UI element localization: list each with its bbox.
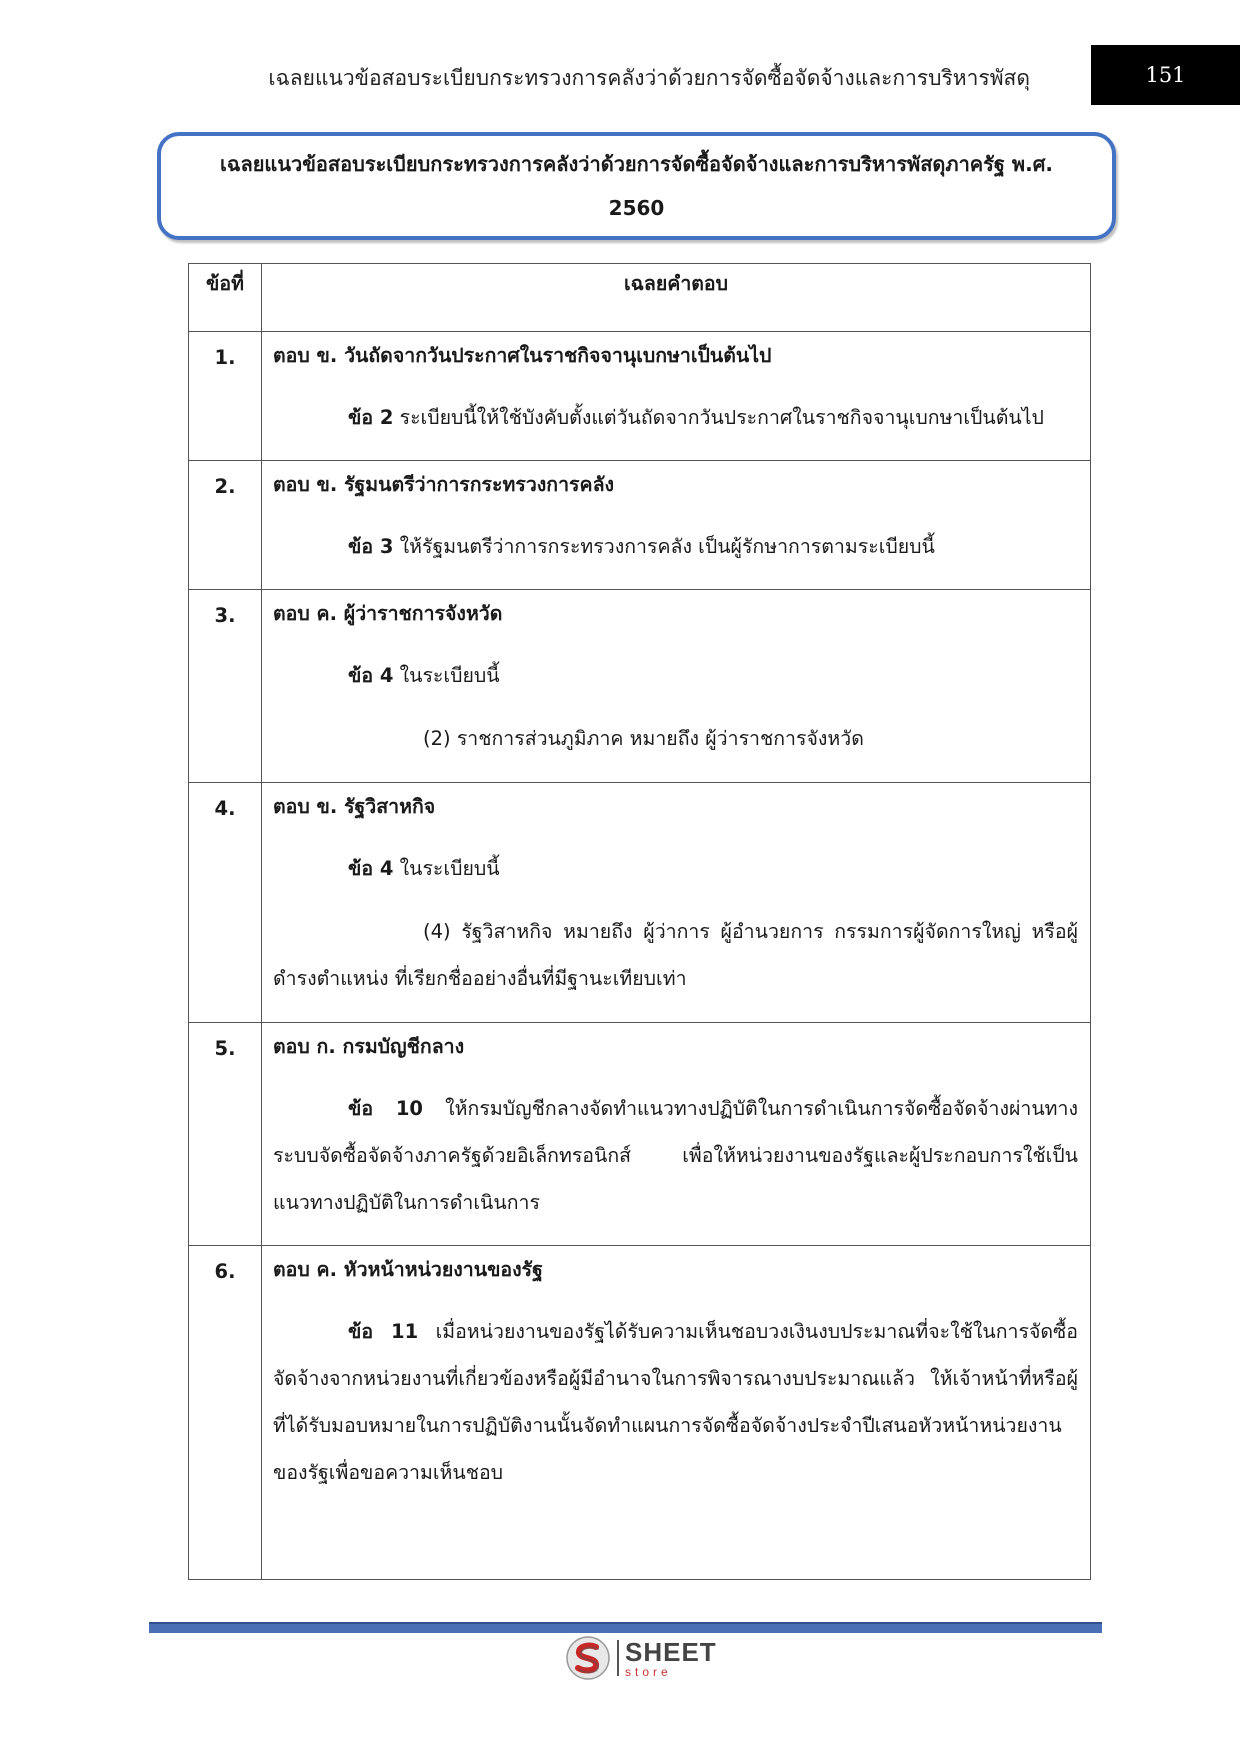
page-number: 151 bbox=[1091, 45, 1240, 105]
explanation bbox=[273, 652, 1078, 699]
running-header-title: เฉลยแนวข้อสอบระเบียบกระทรวงการคลังว่าด้วยการจัดซื้อจัดจ้างและการบริหารพัสดุ bbox=[268, 66, 1030, 90]
answer-choice: ตอบ ข. วันถัดจากวันประกาศในราชกิจจานุเบกษาเป็นต้นไป bbox=[273, 344, 772, 367]
answer-choice: ตอบ ก. กรมบัญชีกลาง bbox=[273, 1035, 465, 1058]
table-row bbox=[189, 1246, 1091, 1580]
answer-cell bbox=[262, 783, 1091, 1023]
document-title-line1: เฉลยแนวข้อสอบระเบียบกระทรวงการคลังว่าด้วยการจัดซื้อจัดจ้างและการบริหารพัสดุภาครัฐ พ.ศ. bbox=[220, 152, 1053, 176]
clause-ref: ข้อ 2 bbox=[348, 406, 394, 429]
footer-bar bbox=[149, 1622, 1102, 1633]
table-header-row bbox=[189, 264, 1091, 332]
clause-text: ในระเบียบนี้ bbox=[393, 857, 500, 880]
answer-cell bbox=[262, 461, 1091, 590]
clause-ref: ข้อ 4 bbox=[348, 857, 394, 880]
clause-ref: ข้อ 11 bbox=[348, 1320, 419, 1343]
explanation bbox=[273, 1308, 1078, 1496]
clause-ref: ข้อ 4 bbox=[348, 664, 394, 687]
explanation bbox=[273, 845, 1078, 892]
footer-logo bbox=[565, 1634, 717, 1682]
sheet-store-logo-icon bbox=[565, 1635, 611, 1681]
table-row bbox=[189, 590, 1091, 783]
explanation bbox=[273, 1085, 1078, 1226]
question-number: 2. bbox=[189, 461, 262, 590]
table-row bbox=[189, 783, 1091, 1023]
logo-wordmark bbox=[625, 1636, 717, 1679]
document-title-line2: 2560 bbox=[608, 196, 665, 220]
answer-table bbox=[188, 263, 1091, 1580]
explanation bbox=[273, 523, 1078, 570]
clause-text: ให้กรมบัญชีกลางจัดทำแนวทางปฏิบัติในการดำเนินการจัดซื้อจัดจ้างผ่านทางระบบจัดซื้อจัดจ้างภาครัฐด้วยอิเล็กทรอนิกส์ เพื่อให้หน่วยงานของรัฐและผู้ประกอบการใช้เป็นแนวทางปฏิบัติในการดำเนินการ bbox=[273, 1097, 1079, 1214]
column-header-answer: เฉลยคำตอบ bbox=[262, 264, 1091, 332]
answer-cell bbox=[262, 590, 1091, 783]
column-header-number: ข้อที่ bbox=[189, 264, 262, 332]
explanation bbox=[273, 394, 1078, 441]
table-row bbox=[189, 461, 1091, 590]
answer-cell bbox=[262, 332, 1091, 461]
clause-text: ในระเบียบนี้ bbox=[393, 664, 500, 687]
question-number: 4. bbox=[189, 783, 262, 1023]
document-title bbox=[220, 142, 1053, 230]
question-number: 5. bbox=[189, 1023, 262, 1246]
clause-text: ให้รัฐมนตรีว่าการกระทรวงการคลัง เป็นผู้รักษาการตามระเบียบนี้ bbox=[393, 535, 935, 558]
answer-choice: ตอบ ค. หัวหน้าหน่วยงานของรัฐ bbox=[273, 1258, 543, 1281]
sub-clause: (4) รัฐวิสาหกิจ หมายถึง ผู้ว่าการ ผู้อำนวยการ กรรมการผู้จัดการใหญ่ หรือผู้ดำรงตำแหน่ง ที่เรียกชื่ออย่างอื่นที่มีฐานะเทียบเท่า bbox=[273, 920, 1078, 990]
answer-choice: ตอบ ข. รัฐวิสาหกิจ bbox=[273, 795, 436, 818]
clause-text: ระเบียบนี้ให้ใช้บังคับตั้งแต่วันถัดจากวันประกาศในราชกิจจานุเบกษาเป็นต้นไป bbox=[393, 406, 1044, 429]
question-number: 6. bbox=[189, 1246, 262, 1580]
answer-cell bbox=[262, 1246, 1091, 1580]
answer-choice: ตอบ ค. ผู้ว่าราชการจังหวัด bbox=[273, 602, 503, 625]
table-row bbox=[189, 332, 1091, 461]
logo-word: SHEET bbox=[625, 1636, 717, 1667]
answer-cell bbox=[262, 1023, 1091, 1246]
question-number: 1. bbox=[189, 332, 262, 461]
logo-subword: store bbox=[625, 1664, 672, 1679]
clause-text: เมื่อหน่วยงานของรัฐได้รับความเห็นชอบวงเงินงบประมาณที่จะใช้ในการจัดซื้อจัดจ้างจากหน่วยงานที่เกี่ยวข้องหรือผู้มีอำนาจในการพิจารณางบประมาณแล้ว ให้เจ้าหน้าที่หรือผู้ที่ได้รับมอบหมายในการปฏิบัติงานนั้นจัดทำแผนการจัดซื้อจัดจ้างประจำปีเสนอหัวหน้าหน่วยงานของรัฐเพื่อขอความเห็นชอบ bbox=[273, 1320, 1078, 1484]
table-row bbox=[189, 1023, 1091, 1246]
clause-ref: ข้อ 3 bbox=[348, 535, 394, 558]
logo-separator bbox=[617, 1640, 619, 1676]
sub-clause: (2) ราชการส่วนภูมิภาค หมายถึง ผู้ว่าราชการจังหวัด bbox=[423, 727, 864, 750]
question-number: 3. bbox=[189, 590, 262, 783]
clause-ref: ข้อ 10 bbox=[348, 1097, 423, 1120]
document-title-box bbox=[157, 132, 1116, 240]
answer-choice: ตอบ ข. รัฐมนตรีว่าการกระทรวงการคลัง bbox=[273, 473, 615, 496]
